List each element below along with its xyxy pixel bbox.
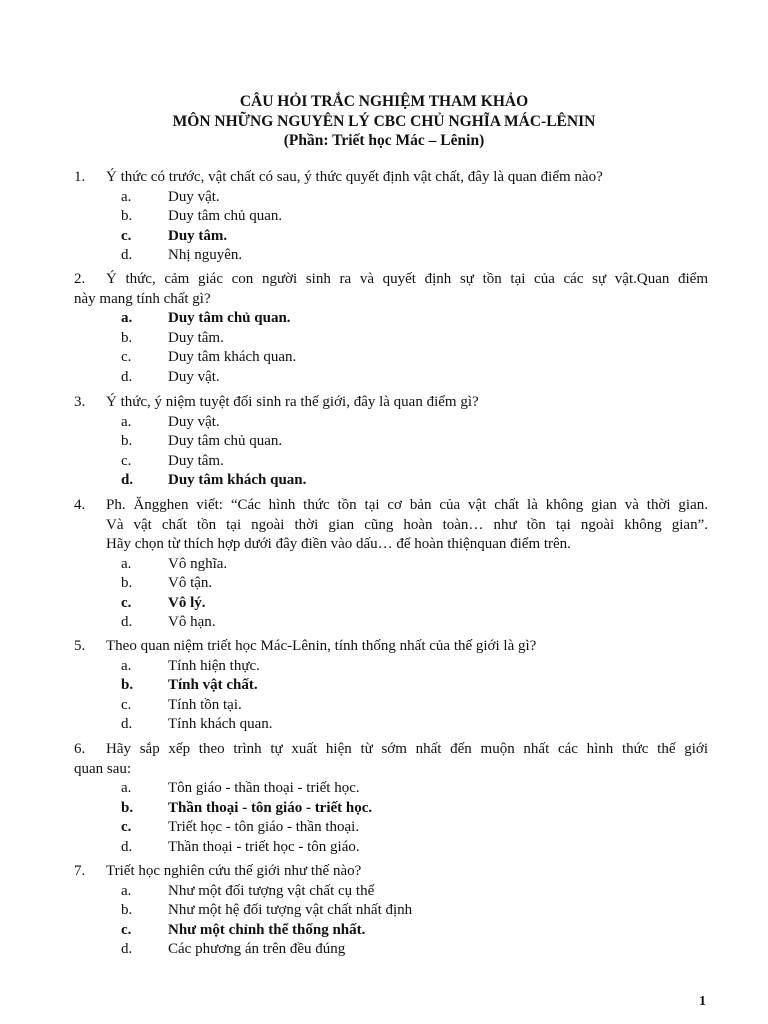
option-letter: d. [121, 247, 133, 264]
option-letter: d. [121, 472, 134, 489]
option-c [121, 348, 708, 368]
header-title: CÂU HỎI TRẮC NGHIỆM THAM KHẢO [239, 93, 529, 110]
option-b [121, 901, 708, 921]
option-b [121, 207, 708, 227]
option-c [121, 452, 708, 472]
option-b [121, 432, 708, 452]
header-part: (Phần: Triết học Mác – Lênin) [283, 132, 485, 149]
option-a [121, 657, 708, 677]
option-letter: b. [121, 799, 134, 816]
question-5 [74, 637, 708, 735]
option-text: Duy tâm. [168, 329, 224, 346]
option-text: Thần thoại - triết học - tôn giáo. [168, 838, 360, 855]
option-text: Nhị nguyên. [168, 247, 243, 264]
option-letter: c. [121, 921, 132, 938]
option-text: Tính hiện thực. [168, 657, 260, 674]
option-text: Như một chỉnh thể thống nhất. [168, 921, 366, 938]
question-text: Hãy sắp xếp theo trình tự xuất hiện từ sớm nhất đến muộn nhất các hình thức thế giới [106, 741, 708, 757]
option-d [121, 715, 708, 735]
question-text: Ý thức, cảm giác con người sinh ra và quyết định sự tồn tại của các sự vật.Quan điểm [106, 271, 708, 287]
option-letter: d. [121, 368, 133, 385]
option-text: Tôn giáo - thần thoại - triết học. [168, 780, 360, 796]
option-letter: b. [121, 433, 133, 450]
option-letter: a. [121, 780, 132, 796]
option-text: Thần thoại - tôn giáo - triết học. [168, 799, 373, 816]
question-6 [74, 740, 708, 857]
option-d-correct [121, 471, 708, 491]
question-text: Ý thức có trước, vật chất có sau, ý thức quyết định vật chất, đây là quan điểm nào? [106, 169, 603, 185]
option-letter: c. [121, 594, 132, 611]
question-number: 2. [74, 271, 86, 287]
document-header [0, 92, 768, 151]
option-a [121, 188, 708, 208]
question-text-continued: này mang tính chất gì? [74, 290, 211, 307]
option-text: Như một hệ đối tượng vật chất nhất định [168, 902, 413, 919]
option-a [121, 413, 708, 433]
option-c [121, 818, 708, 838]
option-a [121, 555, 708, 575]
option-letter: c. [121, 819, 132, 836]
option-letter: a. [121, 188, 132, 205]
option-b [121, 329, 708, 349]
option-letter: a. [121, 310, 133, 326]
option-text: Tính khách quan. [168, 716, 273, 733]
option-text: Vô nghĩa. [168, 555, 228, 572]
option-text: Vô lý. [168, 594, 206, 611]
option-letter: d. [121, 838, 133, 855]
option-text: Duy tâm chủ quan. [168, 310, 291, 326]
question-number: 6. [74, 741, 86, 757]
question-number: 7. [74, 863, 86, 879]
option-letter: a. [121, 555, 132, 572]
option-a-correct [121, 309, 708, 329]
option-text: Duy tâm khách quan. [168, 472, 307, 489]
option-letter: c. [121, 452, 132, 469]
option-text: Tính tồn tại. [168, 696, 242, 713]
option-letter: d. [121, 716, 133, 733]
option-text: Duy vật. [168, 188, 220, 205]
option-text: Duy tâm. [168, 452, 224, 469]
option-letter: c. [121, 349, 132, 366]
option-text: Như một đối tượng vật chất cụ thể [168, 882, 375, 899]
option-c-correct [121, 921, 708, 941]
option-letter: a. [121, 413, 132, 430]
option-letter: b. [121, 677, 134, 694]
page-number: 1 [699, 994, 706, 1009]
question-7 [74, 862, 708, 960]
option-c [121, 696, 708, 716]
option-text: Duy vật. [168, 368, 220, 385]
question-2 [74, 270, 708, 387]
option-d [121, 940, 708, 960]
option-letter: c. [121, 696, 132, 713]
option-c-correct [121, 227, 708, 247]
option-letter: a. [121, 882, 132, 899]
option-letter: d. [121, 941, 133, 958]
option-d [121, 838, 708, 858]
question-4 [74, 496, 708, 633]
option-text: Các phương án trên đều đúng [168, 941, 346, 958]
option-c-correct [121, 594, 708, 614]
question-1 [74, 168, 708, 266]
question-number: 3. [74, 394, 86, 410]
option-d [121, 368, 708, 388]
option-letter: a. [121, 657, 132, 674]
option-d [121, 246, 708, 266]
option-text: Triết học - tôn giáo - thần thoại. [168, 819, 360, 836]
option-letter: b. [121, 902, 133, 919]
option-text: Duy tâm khách quan. [168, 349, 297, 366]
question-number: 4. [74, 497, 86, 513]
question-text-continued: quan sau: [74, 760, 132, 777]
question-number: 1. [74, 169, 86, 185]
option-text: Vô tận. [168, 575, 213, 592]
option-letter: b. [121, 575, 133, 592]
option-text: Duy tâm chủ quan. [168, 208, 283, 225]
option-text: Duy tâm. [168, 227, 228, 244]
header-subject: MÔN NHỮNG NGUYÊN LÝ CBC CHỦ NGHĨA MÁC-LÊNIN [172, 112, 596, 130]
question-number: 5. [74, 638, 86, 654]
question-text-continued: Và vật chất tồn tại ngoài thời gian cũng hoàn toàn… như tồn tại ngoài không gian”. [106, 516, 708, 533]
option-b-correct [121, 676, 708, 696]
option-text: Duy vật. [168, 413, 220, 430]
option-letter: d. [121, 614, 133, 631]
option-a [121, 882, 708, 902]
option-letter: b. [121, 208, 133, 225]
question-text: Triết học nghiên cứu thế giới như thế nào? [106, 863, 362, 879]
option-letter: b. [121, 329, 133, 346]
question-text: Theo quan niệm triết học Mác-Lênin, tính thống nhất của thế giới là gì? [106, 638, 537, 654]
option-b [121, 574, 708, 594]
option-b-correct [121, 799, 708, 819]
option-letter: c. [121, 227, 132, 244]
option-a [121, 779, 708, 799]
option-d [121, 613, 708, 633]
question-text: Ý thức, ý niệm tuyệt đối sinh ra thế giới, đây là quan điểm gì? [106, 394, 479, 410]
option-text: Vô hạn. [168, 614, 216, 631]
option-text: Duy tâm chủ quan. [168, 433, 283, 450]
option-text: Tính vật chất. [168, 677, 258, 694]
question-text-continued: Hãy chọn từ thích hợp dưới đây điền vào dấu… để hoàn thiệnquan điểm trên. [106, 536, 571, 552]
question-text: Ph. Ăngghen viết: “Các hình thức tồn tại cơ bản của vật chất là không gian và thời gian. [106, 497, 708, 513]
question-3 [74, 393, 708, 491]
